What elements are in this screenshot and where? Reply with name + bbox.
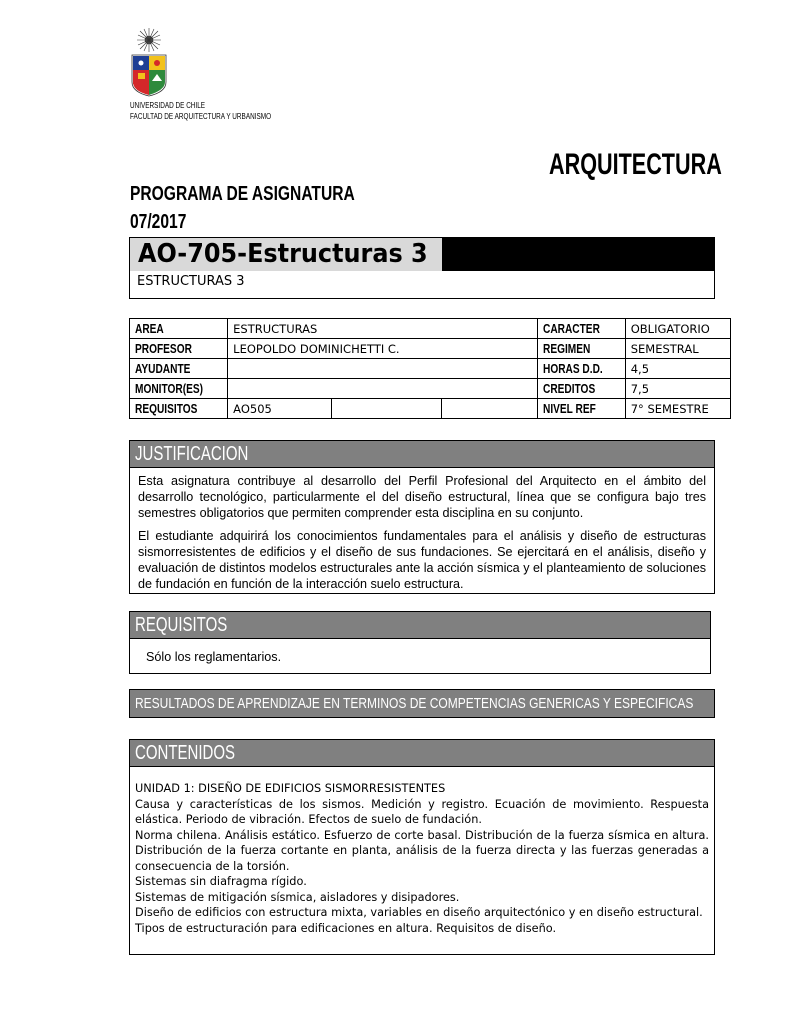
monitor-value bbox=[228, 379, 538, 399]
course-info-table bbox=[129, 318, 731, 419]
faculty-name: FACULTAD DE ARQUITECTURA Y URBANISMO bbox=[130, 112, 272, 121]
table-row bbox=[130, 399, 731, 419]
ayudante-value bbox=[228, 359, 538, 379]
shield-icon bbox=[132, 55, 166, 96]
table-row bbox=[130, 319, 731, 339]
section-title: CONTENIDOS bbox=[135, 742, 236, 764]
section-title: REQUISITOS bbox=[135, 614, 228, 636]
content-line: Sistemas de mitigación sísmica, aisladores y disipadores. bbox=[135, 890, 460, 904]
horas-value: 4,5 bbox=[625, 359, 730, 379]
contenidos-body bbox=[129, 767, 715, 955]
justificacion-body bbox=[129, 468, 715, 594]
requisitos-label: REQUISITOS bbox=[130, 399, 228, 419]
section-title: RESULTADOS DE APRENDIZAJE EN TERMINOS DE COMPETENCIAS GENERICAS Y ESPECIFICAS bbox=[135, 695, 694, 712]
caracter-label: CARACTER bbox=[538, 319, 626, 339]
area-label: AREA bbox=[130, 319, 228, 339]
nivel-value: 7° SEMESTRE bbox=[625, 399, 730, 419]
table-row bbox=[130, 379, 731, 399]
requisitos-extra-cell bbox=[332, 399, 442, 419]
document-date: 07/2017 bbox=[130, 211, 187, 233]
justificacion-paragraph: Esta asignatura contribuye al desarrollo del Perfil Profesional del Arquitecto en el ámbito del desarrollo tecnológico, particularmente el del diseño estructural, línea que se configura bajo tres semestres obligatorios que permiten comprender esta disciplina en su conjunto. bbox=[138, 474, 706, 520]
justificacion-paragraph: El estudiante adquirirá los conocimientos fundamentales para el análisis y diseño de estructuras sismorresistentes de edificios y el diseño de sus fundaciones. Se ejercitará en el análisis, diseño y evaluación de distintos modelos estructurales ante la acción sísmica y el planteamiento de soluciones de fundación en función de la interacción suelo estructura. bbox=[138, 529, 706, 591]
content-line: Causa y características de los sismos. Medición y registro. Ecuación de movimiento. Respuesta elástica. Periodo de vibración. Efectos de suelo de fundación. bbox=[135, 797, 709, 826]
requisitos-text: Sólo los reglamentarios. bbox=[146, 650, 282, 664]
table-row bbox=[130, 339, 731, 359]
ayudante-label: AYUDANTE bbox=[130, 359, 228, 379]
requisitos-body bbox=[129, 639, 711, 674]
regimen-value: SEMESTRAL bbox=[625, 339, 730, 359]
course-name: ESTRUCTURAS 3 bbox=[137, 274, 245, 289]
justificacion-header bbox=[129, 440, 715, 468]
resultados-header bbox=[129, 689, 715, 718]
profesor-label: PROFESOR bbox=[130, 339, 228, 359]
profesor-value: LEOPOLDO DOMINICHETTI C. bbox=[228, 339, 538, 359]
university-logo bbox=[130, 26, 168, 98]
requisitos-header bbox=[129, 611, 711, 639]
document-type: PROGRAMA DE ASIGNATURA bbox=[130, 183, 355, 205]
contenidos-header bbox=[129, 739, 715, 767]
area-value: ESTRUCTURAS bbox=[228, 319, 538, 339]
creditos-label: CREDITOS bbox=[538, 379, 626, 399]
creditos-value: 7,5 bbox=[625, 379, 730, 399]
university-name: UNIVERSIDAD DE CHILE bbox=[130, 101, 206, 110]
nivel-label: NIVEL REF bbox=[538, 399, 626, 419]
monitor-label: MONITOR(ES) bbox=[130, 379, 228, 399]
content-line: Tipos de estructuración para edificaciones en altura. Requisitos de diseño. bbox=[135, 921, 557, 935]
course-code-cell bbox=[130, 238, 443, 271]
content-line: Norma chilena. Análisis estático. Esfuerzo de corte basal. Distribución de la fuerza sísmica en altura. Distribución de la fuerza cortante en planta, análisis de la fuerza directa y las fuerzas generadas a consecuencia de la torsión. bbox=[135, 828, 709, 873]
program-title: ARQUITECTURA bbox=[549, 148, 722, 181]
caracter-value: OBLIGATORIO bbox=[625, 319, 730, 339]
content-line: Diseño de edificios con estructura mixta, variables en diseño arquitectónico y en diseño estructural. bbox=[135, 906, 703, 919]
requisitos-extra-cell bbox=[442, 399, 538, 419]
table-row bbox=[130, 359, 731, 379]
course-code-title: AO-705-Estructuras 3 bbox=[138, 239, 428, 269]
content-line: Sistemas sin diafragma rígido. bbox=[135, 875, 307, 888]
section-title: JUSTIFICACION bbox=[135, 443, 249, 465]
horas-label: HORAS D.D. bbox=[538, 359, 626, 379]
unit-title: UNIDAD 1: DISEÑO DE EDIFICIOS SISMORRESISTENTES bbox=[135, 782, 446, 795]
requisitos-value: AO505 bbox=[228, 399, 332, 419]
course-box bbox=[129, 237, 715, 299]
regimen-label: REGIMEN bbox=[538, 339, 626, 359]
course-code-bar bbox=[130, 238, 715, 271]
sun-emblem-icon bbox=[137, 28, 161, 52]
